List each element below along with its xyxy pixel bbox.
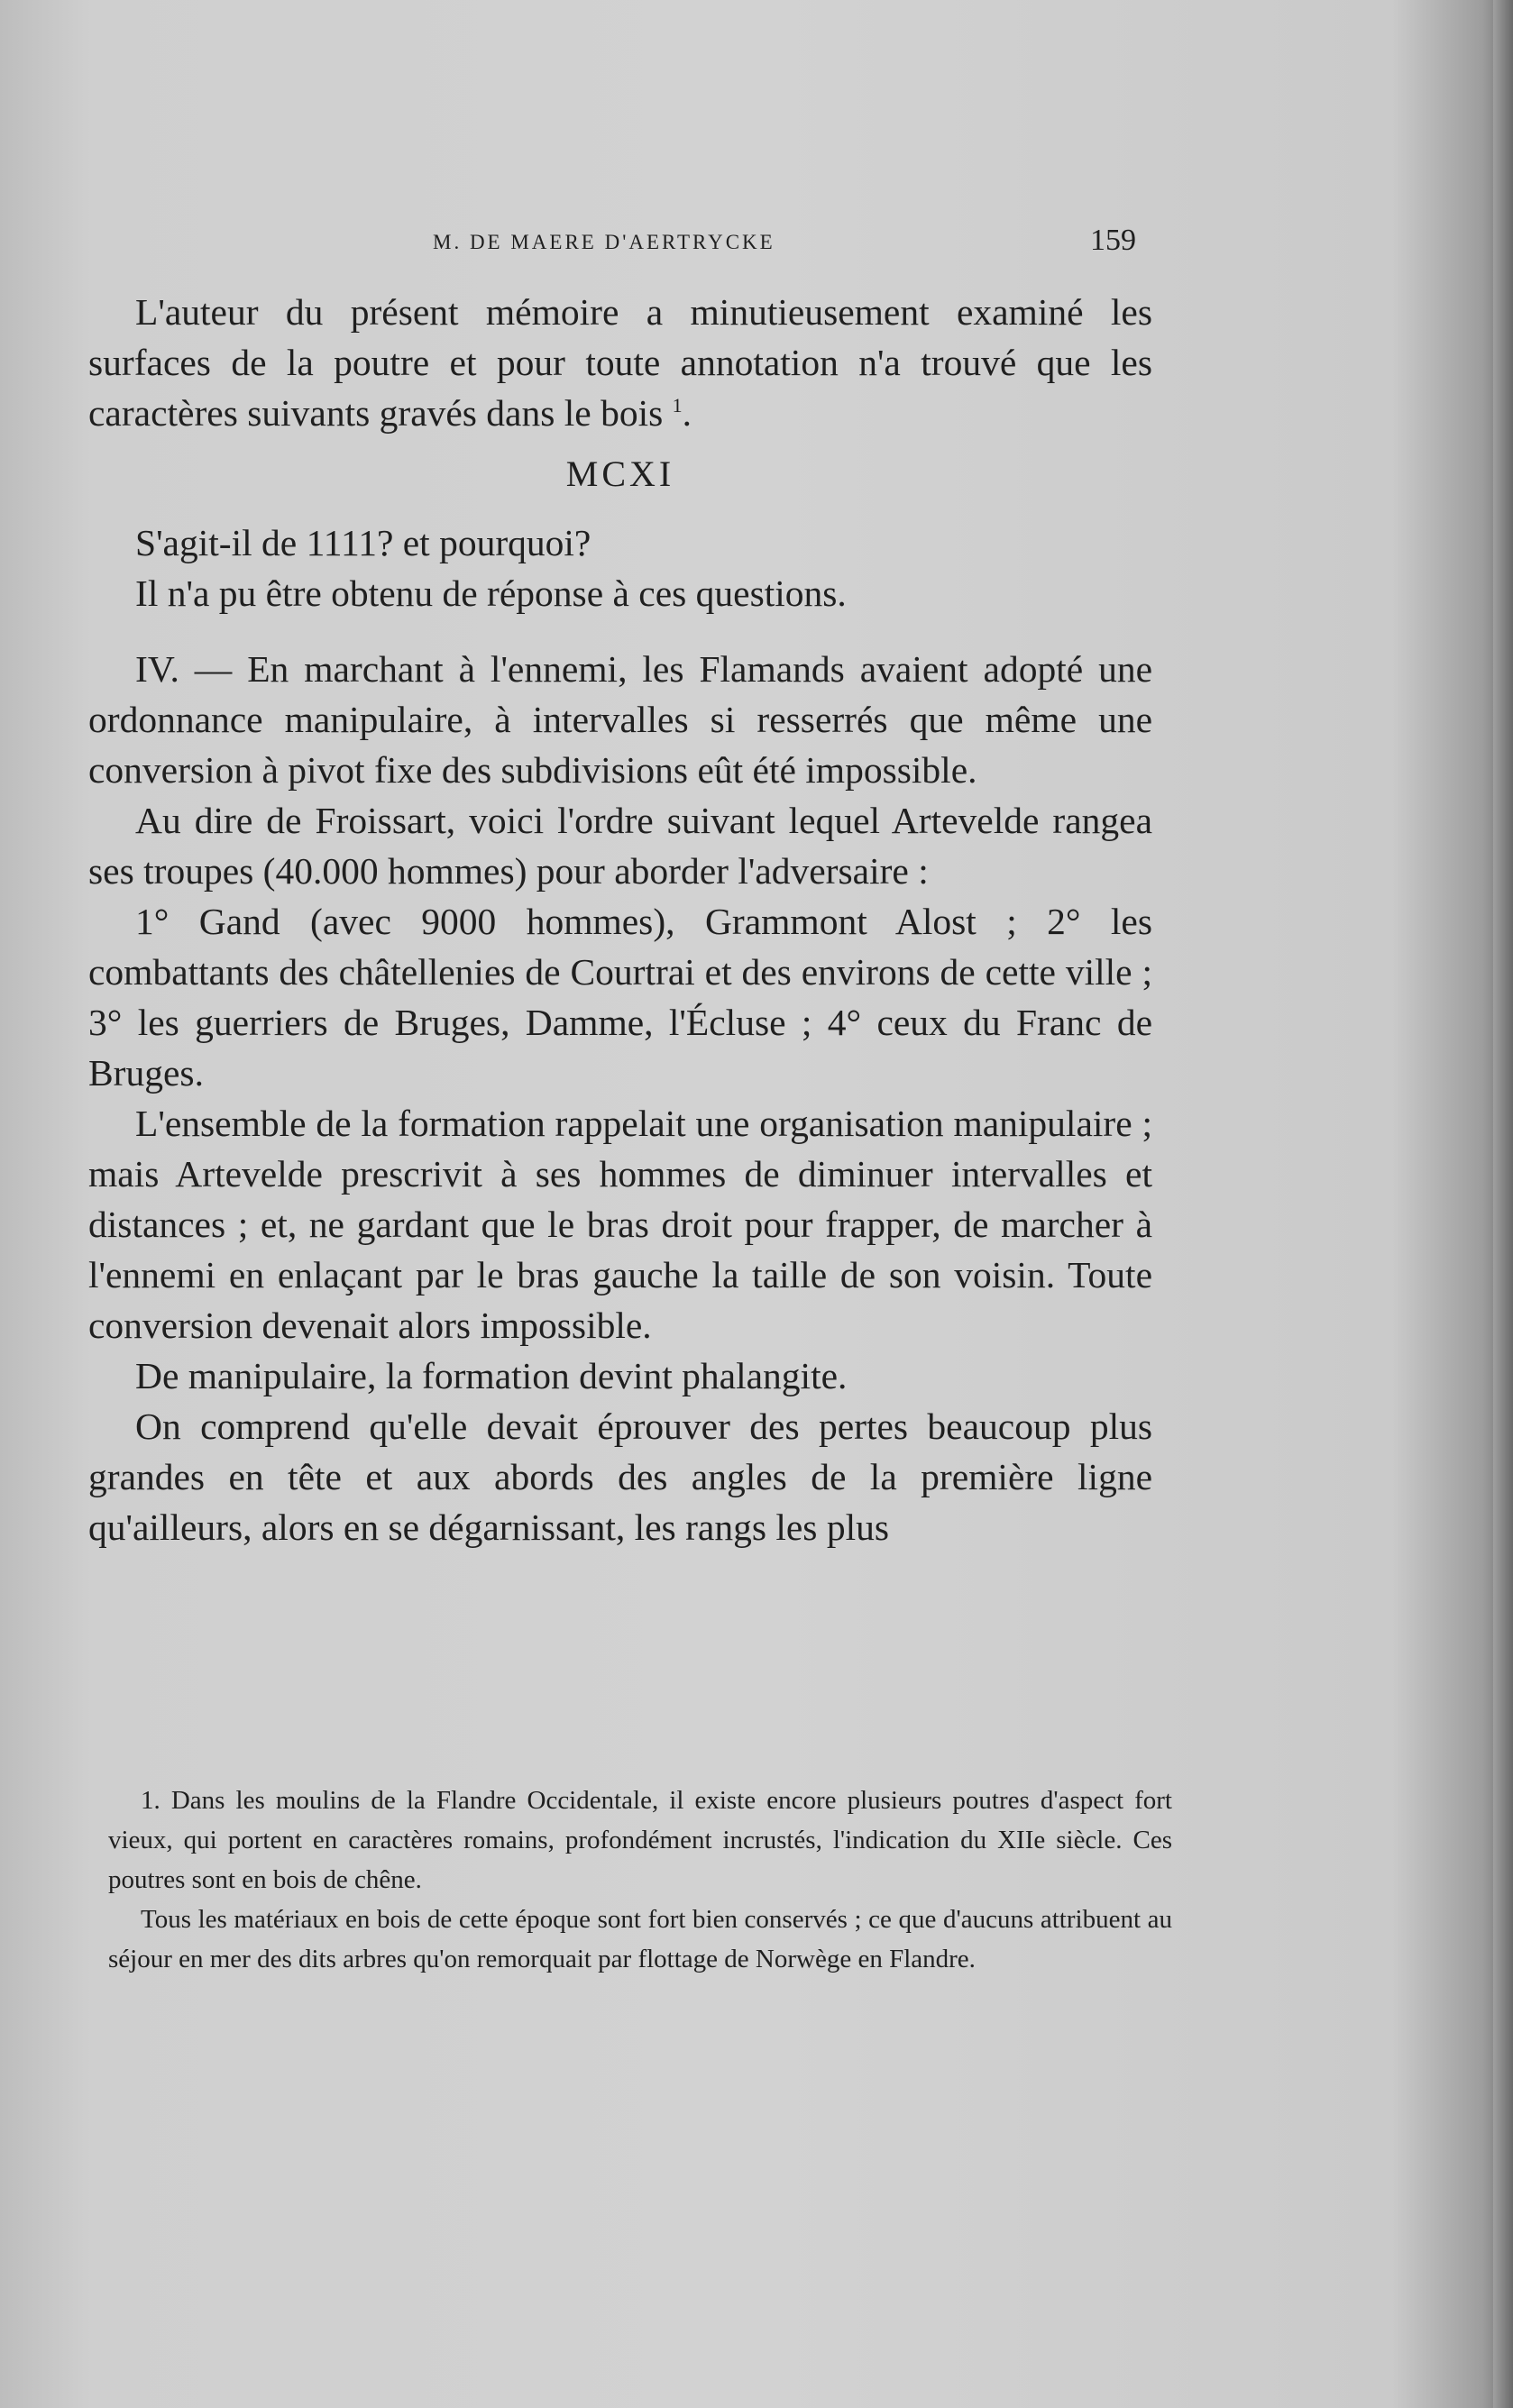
paragraph-1: L'auteur du présent mémoire a minutieusement examiné les surfaces de la poutre et pour toute annotation n'a trouvé que les caractères suivants gravés dans le bois $^1$.: [88, 291, 1152, 434]
body-text: [88, 287, 1152, 1552]
footnote-2: Tous les matériaux en bois de cette époque sont fort bien conservés ; ce que d'aucuns attribuent au séjour en mer des dits arbres qu'on remorquait par flottage de Norwège en Flandre.: [108, 1905, 1172, 1973]
page-edge-shadow: [1493, 0, 1513, 2408]
footnote-1: 1. Dans les moulins de la Flandre Occidentale, il existe encore plusieurs poutres d'aspect fort vieux, qui portent en caractères romains, profondément incrustés, l'indication du XIIe siècle. Ces poutres sont en bois de chêne.: [108, 1786, 1172, 1894]
paragraph-8: De manipulaire, la formation devint phalangite.: [135, 1355, 848, 1396]
paragraph-6: 1° Gand (avec 9000 hommes), Grammont Alost ; 2° les combattants des châtellenies de Courtrai et des environs de cette ville ; 3° les guerriers de Bruges, Damme, l'Écluse ; 4° ceux du Franc de Bruges.: [88, 901, 1152, 1094]
paragraph-4: IV. — En marchant à l'ennemi, les Flamands avaient adopté une ordonnance manipulaire, à intervalles si resserrés que même une conversion à pivot fixe des subdivisions eût été impossible.: [88, 648, 1152, 791]
inscription: MCXI: [565, 453, 675, 494]
question-1: S'agit-il de 1111? et pourquoi?: [135, 522, 591, 563]
page-number: 159: [1090, 224, 1136, 257]
footnote-ref: 1: [672, 394, 683, 417]
running-head: M. DE MAERE D'AERTRYCKE: [433, 231, 775, 253]
paragraph-9: On comprend qu'elle devait éprouver des pertes beaucoup plus grandes en tête et aux abords des angles de la première ligne qu'ailleurs, alors en se dégarnissant, les rangs les plus: [88, 1405, 1152, 1548]
paragraph-7: L'ensemble de la formation rappelait une organisation manipulaire ; mais Artevelde prescrivit à ses hommes de diminuer intervalles et distances ; et, ne gardant que le bras droit pour frapper, de marcher à l'ennemi en enlaçant par le bras gauche la taille de son voisin. Toute conversion devenait alors impossible.: [88, 1103, 1152, 1346]
footnotes: [108, 1781, 1172, 1979]
question-2: Il n'a pu être obtenu de réponse à ces questions.: [135, 572, 847, 614]
page-header: [433, 224, 1136, 269]
paragraph-5: Au dire de Froissart, voici l'ordre suivant lequel Artevelde rangea ses troupes (40.000 hommes) pour aborder l'adversaire :: [88, 800, 1152, 892]
